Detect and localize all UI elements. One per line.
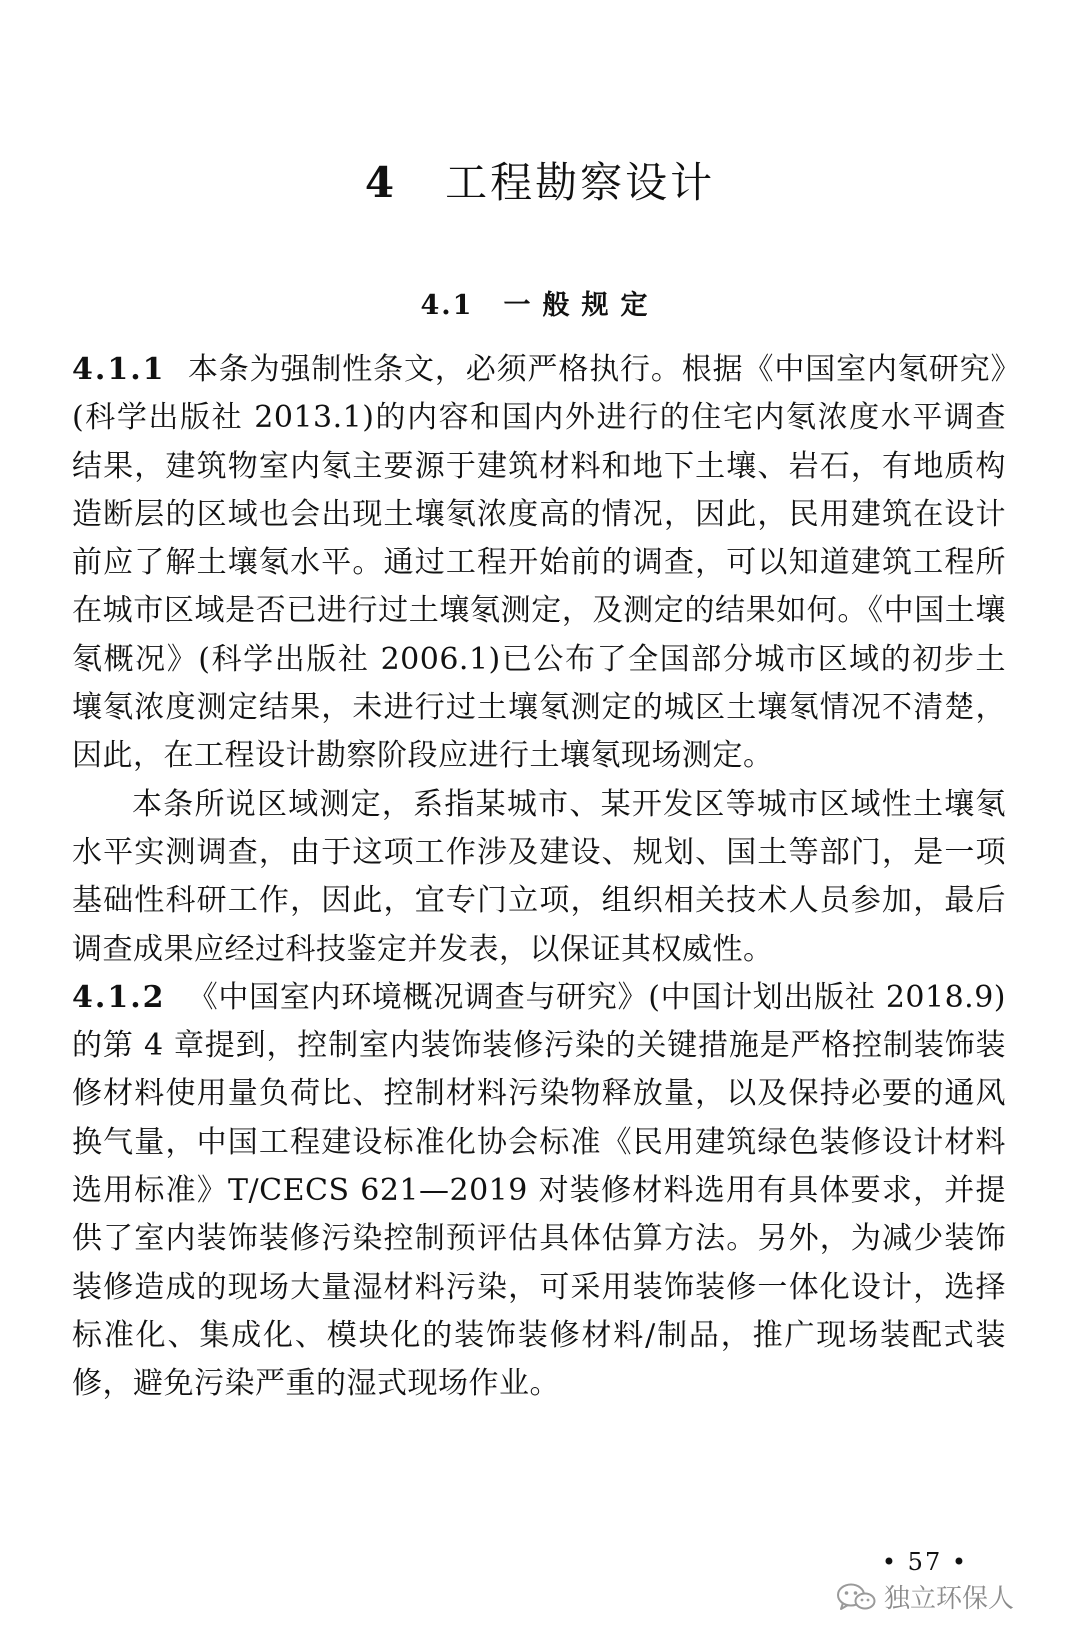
clause-4-1-2: [72, 974, 1006, 1409]
clause-number: 4.1.1: [72, 352, 166, 387]
watermark-text: 独立环保人: [883, 1584, 1014, 1614]
chapter-title-text: 工程勘察设计: [445, 158, 716, 207]
clause-4-1-1-explanation: 本条所说区域测定，系指某城市、某开发区等城市区域性土壤氡水平实测调查，由于这项工作涉及建设、规划、国土等部门，是一项基础性科研工作，因此，宜专门立项，组织相关技术人员参加，最后调查成果应经过科技鉴定并发表，以保证其权威性。: [72, 786, 1006, 967]
body-text: [72, 346, 1006, 1409]
watermark: [836, 1578, 1014, 1615]
chapter-number: 4: [364, 158, 398, 207]
section-title: [0, 283, 1080, 322]
clause-4-1-1: [72, 346, 1006, 781]
clause-number: 4.1.2: [72, 979, 166, 1015]
page-number: • 57 •: [881, 1548, 968, 1576]
chapter-title: [0, 150, 1080, 210]
clause-text: 本条为强制性条文，必须严格执行。根据《中国室内氡研究》(科学出版社 2013.1)的内容和国内外进行的住宅内氡浓度水平调查结果，建筑物室内氡主要源于建筑材料和地下土壤、岩石，有地质构造断层的区域也会出现土壤氡浓度高的情况，因此，民用建筑在设计前应了解土壤氡水平。通过工程开始前的调查，可以知道建筑工程所在城市区域是否已进行过土壤氡测定，及测定的结果如何。《中国土壤氡概况》(科学出版社 2006.1)已公布了全国部分城市区域的初步土壤氡浓度测定结果，未进行过土壤氡测定的城区土壤氡情况不清楚，因此，在工程设计勘察阶段应进行土壤氡现场测定。: [72, 352, 1006, 774]
clause-text: 《中国室内环境概况调查与研究》(中国计划出版社 2018.9)的第 4 章提到，控制室内装饰装修污染的关键措施是严格控制装饰装修材料使用量负荷比、控制材料污染物释放量，以及保持必要的通风换气量，中国工程建设标准化协会标准《民用建筑绿色装修设计材料选用标准》T/CECS 621—2019 对装修材料选用有具体要求，并提供了室内装饰装修污染控制预评估具体估算方法。另外，为减少装饰装修造成的现场大量湿材料污染，可采用装饰装修一体化设计，选择标准化、集成化、模块化的装饰装修材料/制品，推广现场装配式装修，避免污染严重的湿式现场作业。: [72, 979, 1006, 1402]
section-title-text: 一般规定: [503, 290, 660, 321]
section-number: 4.1: [420, 290, 474, 321]
wechat-icon: [836, 1582, 876, 1612]
